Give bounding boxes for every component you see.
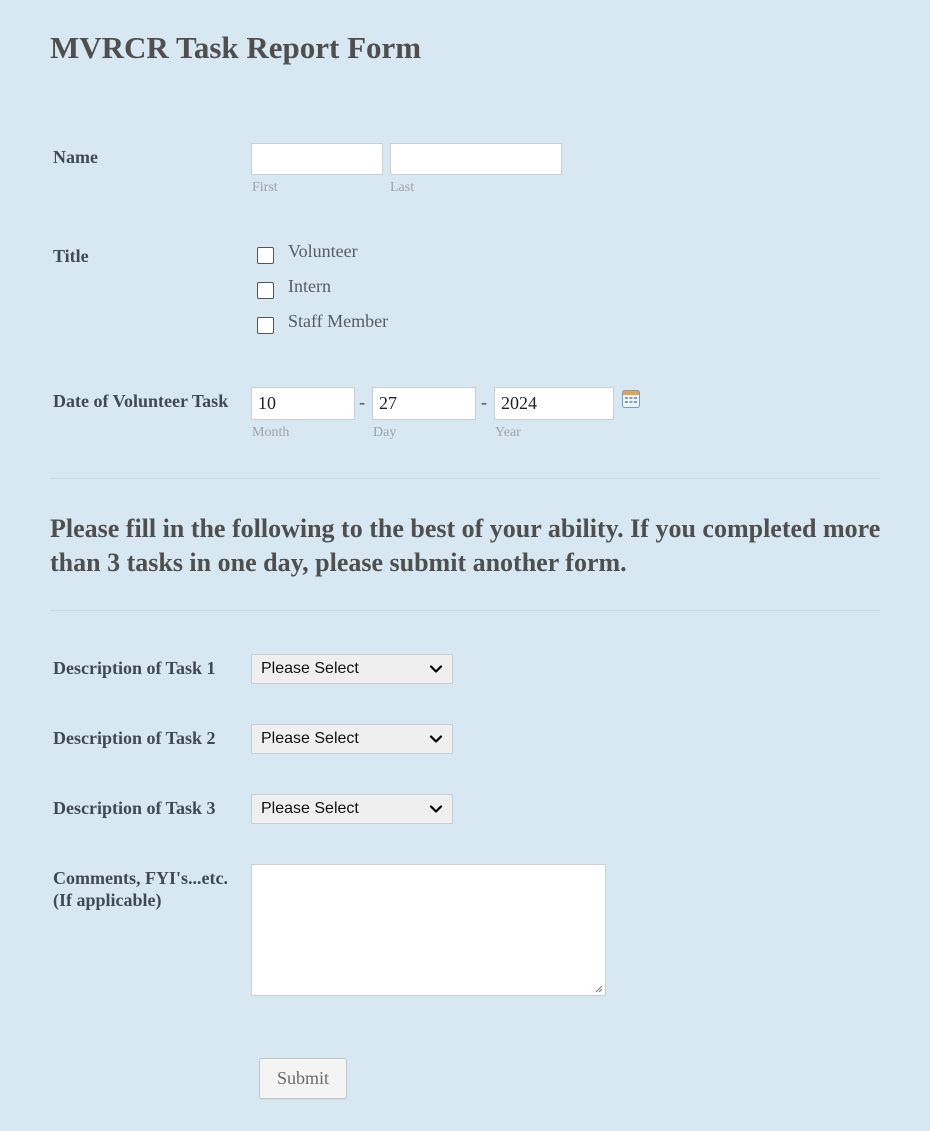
task-3-select[interactable] [251,794,453,824]
task-2-select[interactable] [251,724,453,754]
volunteer-option-label[interactable]: Volunteer [288,241,358,261]
month-input[interactable] [251,387,355,420]
day-input[interactable] [372,387,476,420]
staff-member-checkbox[interactable] [257,317,274,334]
chevron-down-icon [429,732,443,746]
comments-textarea[interactable] [251,864,606,996]
date-label: Date of Volunteer Task [53,391,229,411]
task-1-label: Description of Task 1 [53,658,216,678]
day-sublabel: Day [373,425,397,440]
last-name-input[interactable] [390,143,562,175]
calendar-icon[interactable] [622,390,640,408]
task-1-select[interactable] [251,654,453,684]
chevron-down-icon [429,662,443,676]
date-separator: - [359,392,365,412]
title-label: Title [53,246,89,266]
year-sublabel: Year [495,425,521,440]
comments-label-line-1: Comments, FYI's...etc. [53,868,228,888]
task-2-selected-value: Please Select [261,730,359,747]
intern-checkbox[interactable] [257,282,274,299]
task-3-selected-value: Please Select [261,800,359,817]
divider [50,610,880,611]
comments-label-line-2: (If applicable) [53,890,162,910]
form-title: MVRCR Task Report Form [50,30,422,65]
resize-grip-icon[interactable] [593,983,603,993]
task-2-label: Description of Task 2 [53,728,216,748]
name-label: Name [53,147,98,167]
task-1-selected-value: Please Select [261,660,359,677]
date-separator: - [481,392,487,412]
last-sublabel: Last [390,180,415,195]
month-sublabel: Month [252,425,290,440]
staff-member-option-label[interactable]: Staff Member [288,311,389,331]
chevron-down-icon [429,802,443,816]
instructions-heading: Please fill in the following to the best of your ability. If you completed more than 3 tasks in one day, please submit another form. [50,514,881,577]
task-3-label: Description of Task 3 [53,798,216,818]
year-input[interactable] [494,387,614,420]
first-sublabel: First [252,180,278,195]
intern-option-label[interactable]: Intern [288,276,331,296]
first-name-input[interactable] [251,143,383,175]
submit-button[interactable]: Submit [259,1058,347,1099]
comments-label [53,867,228,911]
divider [50,478,880,479]
volunteer-checkbox[interactable] [257,247,274,264]
